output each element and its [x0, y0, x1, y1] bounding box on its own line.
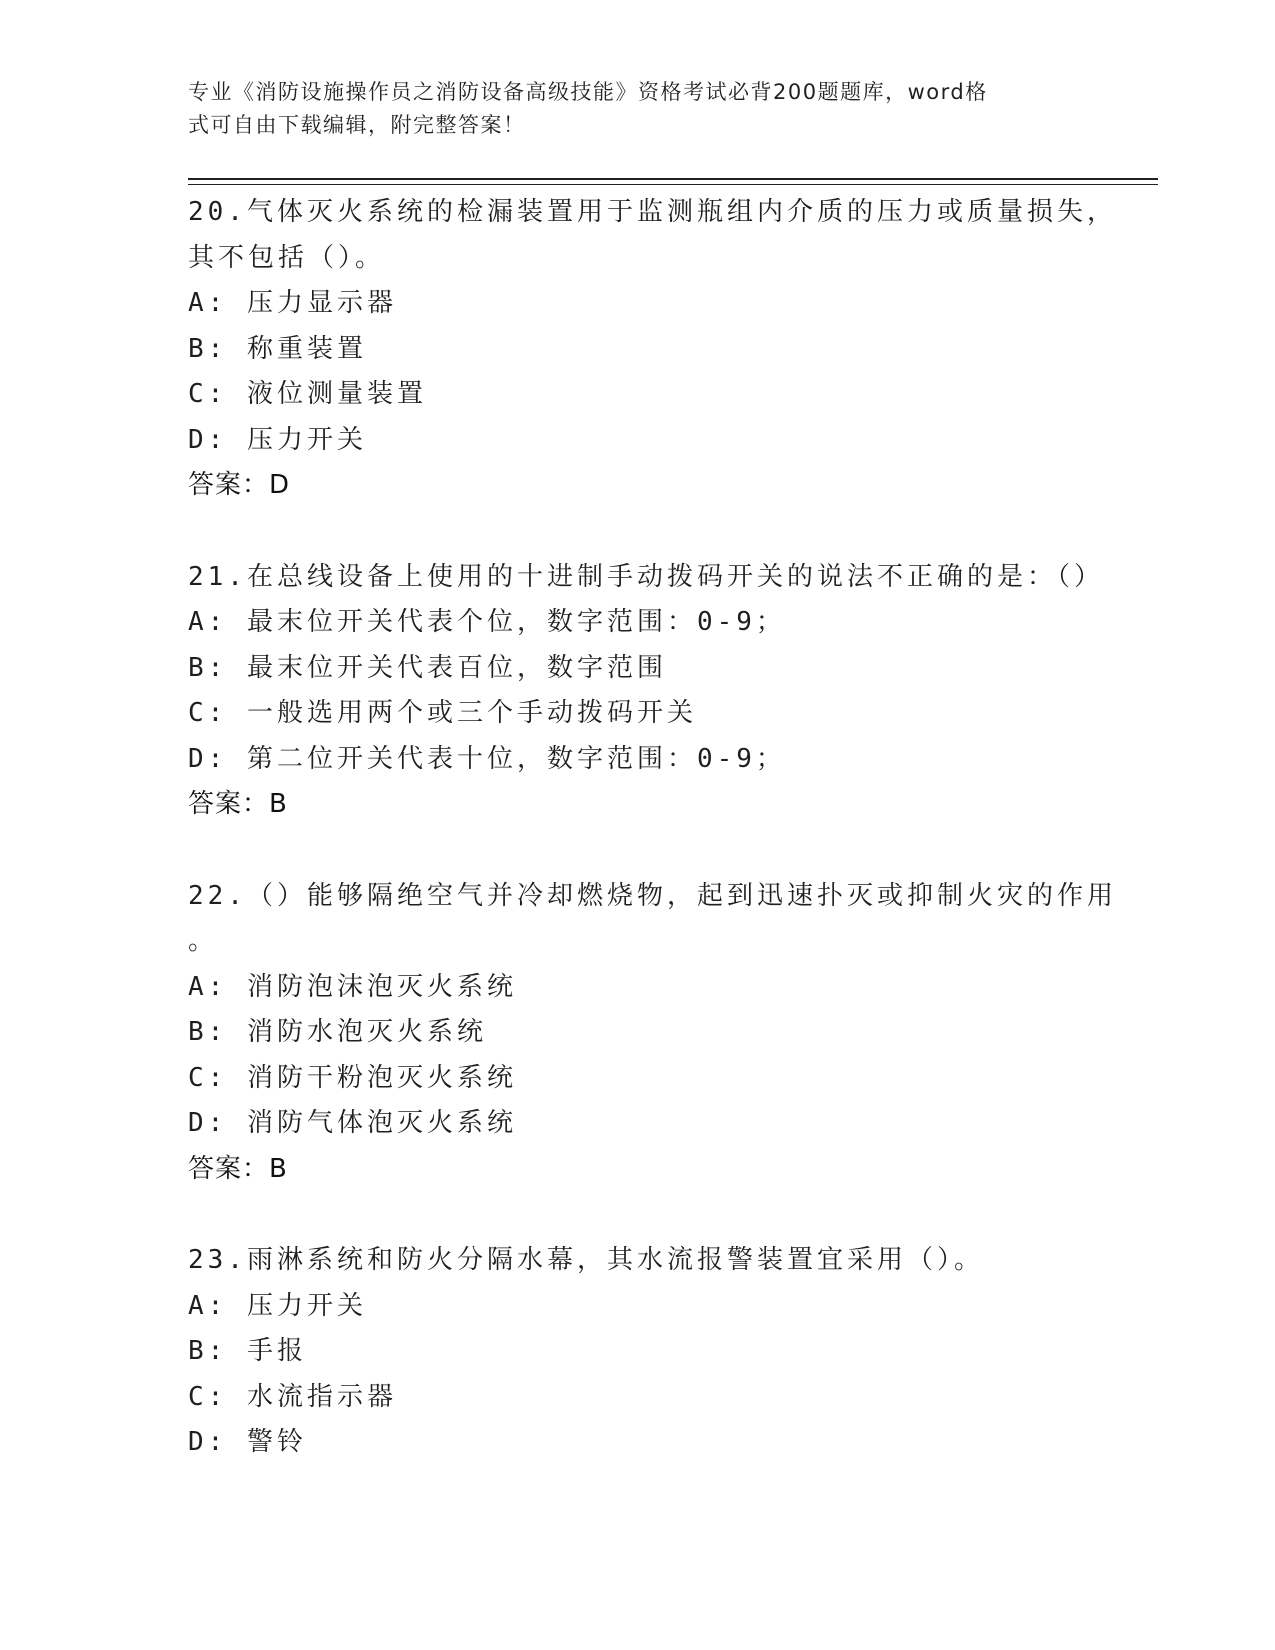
header-divider-thin: [188, 184, 1158, 185]
question-21: [188, 555, 1104, 828]
option-b: B: 消防水泡灭火系统: [188, 1017, 487, 1047]
question-stem-continued: 。: [188, 926, 219, 956]
question-stem-continued: 其不包括（）。: [188, 242, 386, 273]
option-d: D: 第二位开关代表十位，数字范围：0-9；: [188, 743, 786, 774]
option-b: B: 称重装置: [188, 333, 367, 364]
option-c: C: 消防干粉泡灭火系统: [188, 1062, 517, 1093]
option-a: A: 压力开关: [188, 1290, 367, 1321]
question-stem: 20.气体灭火系统的检漏装置用于监测瓶组内介质的压力或质量损失，: [188, 197, 1117, 227]
answer-label: 答案：B: [188, 1153, 288, 1184]
option-c: C: 一般选用两个或三个手动拨码开关: [188, 698, 697, 728]
question-stem: 23.雨淋系统和防火分隔水幕，其水流报警装置宜采用（）。: [188, 1245, 984, 1275]
document-header: [188, 76, 1068, 142]
question-list: [188, 190, 1117, 1512]
option-c: C: 水流指示器: [188, 1381, 397, 1412]
question-22: [188, 874, 1117, 1193]
answer-label: 答案：B: [188, 789, 288, 819]
question-20: [188, 190, 1117, 509]
answer-label: 答案：D: [188, 470, 291, 500]
option-d: D: 压力开关: [188, 424, 367, 455]
option-d: D: 警铃: [188, 1427, 307, 1457]
question-stem: 21.在总线设备上使用的十进制手动拨码开关的说法不正确的是：（）: [188, 561, 1104, 592]
option-a: A: 消防泡沫泡灭火系统: [188, 971, 517, 1002]
option-a: A: 压力显示器: [188, 288, 397, 318]
question-23: [188, 1238, 1088, 1466]
header-line-1: 专业《消防设施操作员之消防设备高级技能》资格考试必背200题题库，word格: [188, 80, 988, 104]
header-line-2: 式可自由下载编辑，附完整答案！: [188, 113, 526, 137]
option-b: B: 手报: [188, 1336, 307, 1366]
option-d: D: 消防气体泡灭火系统: [188, 1108, 517, 1138]
option-b: B: 最末位开关代表百位，数字范围: [188, 652, 667, 683]
question-stem: 22.（）能够隔绝空气并冷却燃烧物，起到迅速扑灭或抑制火灾的作用: [188, 880, 1117, 911]
option-c: C: 液位测量装置: [188, 379, 427, 409]
header-divider-thick: [188, 178, 1158, 180]
option-a: A: 最末位开关代表个位，数字范围：0-9；: [188, 607, 786, 637]
